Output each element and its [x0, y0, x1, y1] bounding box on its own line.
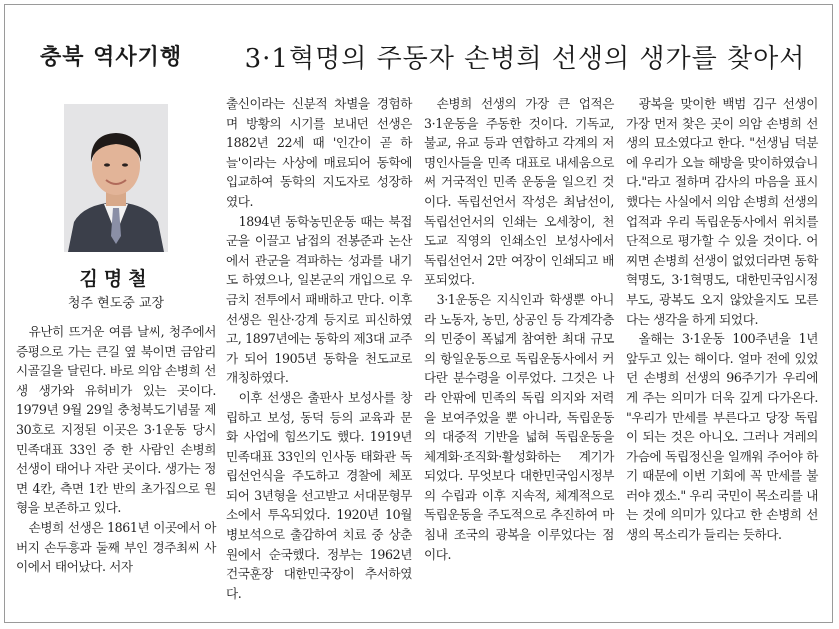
headline: 3·1혁명의 주동자 손병희 선생의 생가를 찾아서: [244, 44, 806, 74]
paragraph: 3·1운동은 지식인과 학생뿐 아니라 노동자, 농민, 상공인 등 각계각층의 민중이 폭넓게 참여한 최대 규모의 항일운동으로 독립운동사에서 커다란 분수령을 이루었다. 그것은 나라 안팎에 민족의 독립 의지와 저력을 보여주었을 뿐 아니라, 독립운동의 대중적 기반을 넓혀 독립운동을 체계화·조직화·활성화하는 계기가 되었다. 무엇보다 대한민국임시정부의 수립과 이후 지속적, 체계적으로 독립운동을 주도적으로 추진하여 마침내 조국의 광복을 이루었다는 점이다.: [424, 291, 614, 562]
column-label: 충북 역사기행: [40, 45, 183, 70]
article-column-1: [16, 322, 216, 577]
paragraph: 유난히 뜨거운 여름 날씨, 청주에서 증평으로 가는 큰길 옆 북이면 금암리 시골길을 달린다. 바로 의암 손병희 선생 생가와 유허비가 있는 곳이다. 1979년 9월 29일 충청북도기념물 제30호로 지정된 이곳은 3·1운동 당시 민족대표 33인 중 한 사람인 손병희 선생이 태어나 자란 곳이다. 생가는 정면 4칸, 측면 1칸 반의 초가집으로 원형을 보존하고 있다.: [16, 324, 216, 516]
article-column-4: [626, 94, 818, 545]
author-portrait-icon: [64, 104, 168, 252]
author-title: 청주 현도중 교장: [67, 296, 165, 311]
paragraph: 손병희 선생의 가장 큰 업적은 3·1운동을 주동한 것이다. 기독교, 불교, 유교 등과 연합하고 각계의 저명인사들을 민족 대표로 내세움으로써 거국적인 민족 운동을 일으킨 것이다. 독립선언서 작성은 최남선이, 독립선언서의 인쇄는 오세창이, 천도교 직영의 인쇄소인 보성사에서 독립선언서 2만 여장이 인쇄되고 배포되었다.: [424, 96, 614, 288]
article-column-2: [226, 94, 412, 603]
paragraph: 손병희 선생은 1861년 이곳에서 아버지 손두흥과 둘째 부인 경주최씨 사이에서 태어났다. 서자: [16, 519, 216, 575]
author-name: 김명철: [79, 268, 153, 290]
paragraph: 이후 선생은 출판사 보성사를 창립하고 보성, 동덕 등의 교육과 문화 사업에 힘쓰기도 했다. 1919년 민족대표 33인의 인사동 태화관 독립선언식을 주도하고 경찰에 체포되어 3년형을 선고받고 서대문형무소에서 투옥되었다. 1920년 10월 병보석으로 출감하여 치료 중 상춘원에서 순국했다. 정부는 1962년 건국훈장 대한민국장이 추서하였다.: [226, 389, 412, 601]
author-photo: [64, 104, 168, 252]
paragraph: 올해는 3·1운동 100주년을 1년 앞두고 있는 해이다. 얼마 전에 있었던 손병희 선생의 96주기가 우리에게 주는 의미가 더욱 깊게 다가온다. "우리가 만세를 부른다고 당장 독립이 되는 것은 아니오. 그러나 겨레의 가슴에 독립정신을 일깨워 주어야 하기 때문에 이번 기회에 꼭 만세를 불러야 겠소." 우리 국민이 목소리를 내는 것에 의미가 있다고 한 손병희 선생의 목소리가 들리는 듯하다.: [626, 331, 818, 543]
paragraph: 출신이라는 신분적 차별을 경험하며 방황의 시기를 보내던 선생은 1882년 22세 때 '인간이 곧 하늘'이라는 사상에 매료되어 동학에 입교하여 동학의 지도자로 성장하였다.: [226, 96, 412, 209]
article-column-3: [424, 94, 614, 564]
paragraph: 1894년 동학농민운동 때는 북접군을 이끌고 남접의 전봉준과 논산에서 관군을 격파하는 성과를 내기도 하였으나, 일본군의 개입으로 우금치 전투에서 패배하고 만다. 이후 선생은 원산·강계 등지로 피신하였고, 1897년에는 동학의 제3대 교주가 되어 1905년 동학을 천도교로 개칭하였다.: [226, 213, 412, 386]
paragraph: 광복을 맞이한 백범 김구 선생이 가장 먼저 찾은 곳이 의암 손병희 선생의 묘소였다고 한다. "선생님 덕분에 우리가 오늘 해방을 맞이하였습니다."라고 절하며 감사의 마음을 표시했다는 사실에서 의암 손병희 선생의 업적과 우리 독립운동사에서 위치를 단적으로 평가할 수 있을 것이다. 어찌면 손병희 선생이 없었더라면 동학 혁명도, 3·1혁명도, 대한민국임시정부도, 광복도 오지 않았을지도 모른다는 생각을 하게 되었다.: [626, 96, 818, 327]
